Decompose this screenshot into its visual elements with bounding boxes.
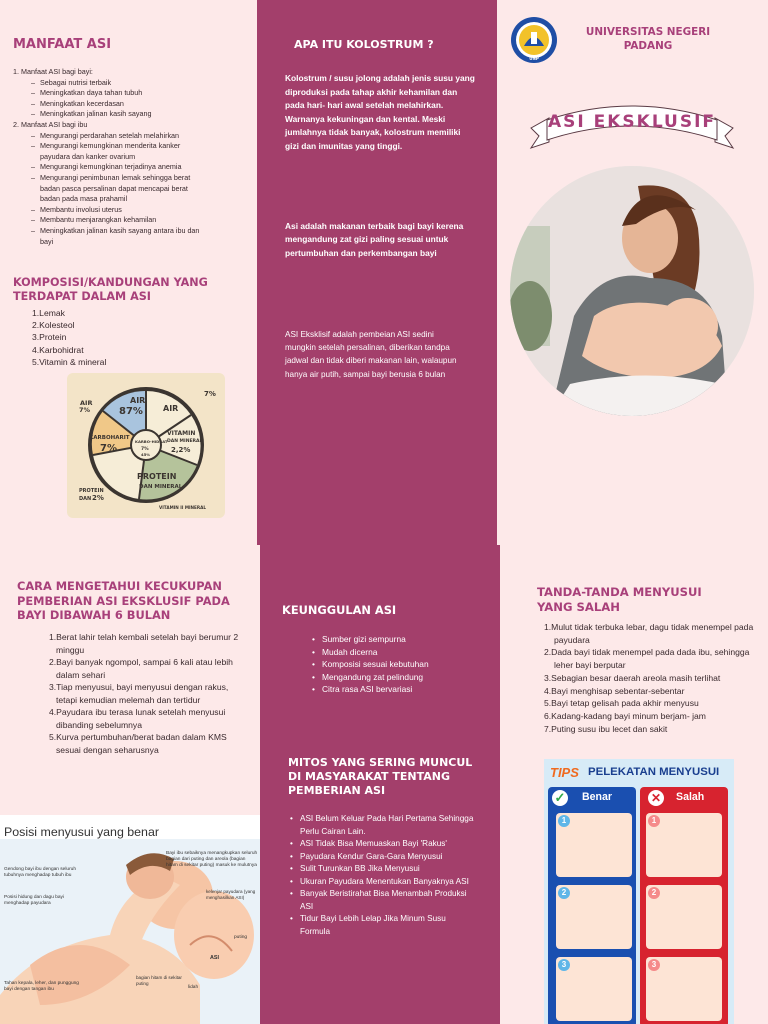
manfaat-group-2-items: [13, 131, 208, 248]
pie-footer-label: VITAMIN II MINERAL: [159, 505, 207, 510]
list-item: • Sulit Turunkan BB Jika Menyusui: [290, 863, 476, 876]
unp-logo: [510, 16, 558, 64]
pie-center-value-2: 45%: [141, 452, 151, 457]
asi-terbaik-paragraph: Asi adalah makanan terbaik bagi bayi kerena mengandung zat gizi paling sesuai untuk pertumbuhan dan perkembangan bayi: [285, 221, 464, 258]
manfaat-title: MANFAAT ASI: [13, 37, 112, 52]
komposisi-list: [32, 307, 106, 368]
pie-center-value: 7%: [141, 447, 149, 452]
kecukupan-panel: [0, 545, 260, 1024]
posisi-label-asi: ASI: [210, 955, 219, 961]
composition-pie-svg: [67, 373, 225, 518]
pie-value-air-left: 7%: [79, 406, 91, 414]
kecukupan-list: [49, 631, 244, 756]
pie-label-vitamin: VITAMIN: [167, 430, 196, 437]
list-item: 3.Tiap menyusui, bayi menyusui dengan rakus, tetapi kemudian melemah dan tertidur: [49, 682, 229, 705]
list-item: • Komposisi sesuai kebutuhan: [312, 658, 492, 671]
title-banner: [527, 96, 737, 156]
list-item: 2.Bayi banyak ngompol, sampai 6 kali atau lebih dalam sehari: [49, 657, 233, 680]
posisi-label-5: kelenjar payudara (yang menghasilkan ASI): [206, 889, 256, 900]
list-item: • ASI Belum Keluar Pada Hari Pertama Sehingga Perlu Cairan Lain.: [290, 813, 476, 838]
list-item: • Mudah dicerna: [312, 646, 492, 659]
benar-num-1: 1: [558, 815, 570, 827]
manfaat-panel: [0, 0, 257, 545]
pie-label-karbo: KARBOHARIT: [89, 435, 130, 441]
list-item: – Sebagai nutrisi terbaik: [40, 78, 243, 89]
tips-pelekatan-image: [544, 759, 734, 1024]
list-item: 3.Protein: [32, 332, 67, 343]
list-item: • ASI Tidak Bisa Memuaskan Bayi 'Rakus': [290, 838, 476, 851]
list-item: • Banyak Beristirahat Bisa Menambah Produksi ASI: [290, 888, 476, 913]
list-item: – Membantu involusi uterus: [40, 205, 208, 216]
mother-baby-photo: [510, 166, 754, 416]
list-item: 5.Vitamin & mineral: [32, 356, 107, 367]
list-item: – Mengurangi kemungkinan menderita kanker payudara dan kanker ovarium: [40, 141, 208, 162]
salah-column: [640, 787, 728, 1024]
benar-num-2: 2: [558, 887, 570, 899]
salah-num-1: 1: [648, 815, 660, 827]
list-item: 1.Mulut tidak terbuka lebar, dagu tidak menempel pada payudara: [544, 622, 754, 645]
list-item: • Ukuran Payudara Menentukan Banyaknya ASI: [290, 876, 476, 889]
list-item: • Mengandung zat pelindung: [312, 671, 492, 684]
list-item: • Tidur Bayi Lebih Lelap Jika Minum Susu Formula: [290, 913, 476, 938]
manfaat-group-1-items: [13, 78, 243, 120]
pie-label-protein: PROTEIN: [137, 472, 177, 481]
pie-label-protein-sub: DAN MINERAL: [139, 484, 183, 490]
list-item: – Mengurangi kemungkinan terjadinya anemia: [40, 162, 208, 173]
kolostrum-panel: [257, 0, 497, 545]
pie-label-protein-left: PROTEIN: [79, 488, 104, 494]
asi-eksklusif-paragraph: ASI Eksklisif adalah pembeian ASI sedini mungkin setelah persalinan, diberikan tandpa jadwal dan tidak diberi makanan lain, walaupun hanya air putih, sampai bayi berusia 6 bulan: [285, 330, 457, 379]
pie-label-vitamin-sub: DAN MINERAL: [167, 439, 203, 444]
cover-panel: [497, 0, 768, 545]
cross-icon: ✕: [648, 790, 664, 806]
list-item: 6.Kadang-kadang bayi minum berjam- jam: [544, 710, 706, 721]
list-item: – Meningkatkan jalinan kasih sayang: [40, 109, 243, 120]
university-name-line2: PADANG: [623, 40, 673, 52]
list-item: – Meningkatkan kecerdasan: [40, 99, 243, 110]
salah-label: Salah: [676, 791, 705, 803]
pie-value-air87: 87%: [119, 406, 143, 417]
kolostrum-paragraph: Kolostrum / susu jolong adalah jenis susu yang diproduksi pada tahap akhir kehamilan dan pada hari- hari awal setelah melahirkan. Warnanya kekuningan dan kental. Meski jumlahnya tidak banyak, kolostrum memiliki gizi dan imunitas yang tinggi.: [285, 73, 475, 151]
pie-value-protein-left: 2%: [92, 494, 104, 502]
pie-value-karbo: 7%: [100, 443, 117, 454]
salah-num-3: 3: [648, 959, 660, 971]
list-item: 5.Bayi tetap gelisah pada akhir menyusu: [544, 698, 699, 709]
composition-pie-image: [67, 373, 225, 518]
pie-label-air-left: AIR: [80, 399, 93, 407]
kolostrum-title: APA ITU KOLOSTRUM ?: [294, 38, 434, 51]
list-item: • Citra rasa ASI bervariasi: [312, 683, 492, 696]
posisi-label-areola: bagian hitam di sekitar puting: [136, 975, 182, 986]
list-item: 4.Payudara ibu terasa lunak setelah menyusui dibanding sebelumnya: [49, 707, 226, 730]
pie-value-vitamin: 2,2%: [171, 446, 191, 454]
list-item: 1.Berat lahir telah kembali setelah bayi berumur 2 minggu: [49, 632, 239, 655]
pie-label-air87: AIR: [130, 396, 146, 405]
keunggulan-panel: [260, 545, 500, 1024]
list-item: – Mengurangi perdarahan setelah melahirkan: [40, 131, 208, 142]
list-item: • Sumber gizi sempurna: [312, 633, 492, 646]
tanda-title: TANDA-TANDA MENYUSUI YANG SALAH: [537, 585, 702, 614]
check-icon: ✓: [552, 790, 568, 806]
posisi-label-lidah: lidah: [188, 985, 199, 990]
manfaat-group-1-head: 1. Manfaat ASI bagi bayi:: [13, 67, 93, 76]
list-item: 2.Kolesteol: [32, 320, 75, 331]
list-item: – Meningkatkan jalinan kasih sayang antara ibu dan bayi: [40, 226, 208, 247]
tips-header: [544, 763, 734, 785]
benar-column: [548, 787, 636, 1024]
list-item: • Payudara Kendur Gara-Gara Menyusui: [290, 851, 476, 864]
list-item: 3.Sebagian besar daerah areola masih terlihat: [544, 672, 721, 683]
pie-label-air-right: AIR: [163, 404, 179, 413]
posisi-label-3: Tahan kepala, leher, dan punggung bayi dengan tangan ibu: [4, 981, 79, 992]
tanda-list: [544, 621, 758, 735]
pie-center-label: KARBO-HIDRAT: [135, 439, 168, 444]
list-item: 7.Puting susu ibu lecet dan sakit: [544, 723, 668, 734]
logo-sub: UNP: [529, 56, 539, 61]
posisi-label-4: Bayi ibu sebaiknya menangkupkan seluruh bagian dari puting dan areola (bagian hitam di sekitar puting) masuk ke mulutnya: [166, 851, 258, 868]
banner-title: ASI EKSKLUSIF: [547, 112, 717, 132]
list-item: 4.Bayi menghisap sebentar-sebentar: [544, 685, 685, 696]
posisi-label-1: Gendong bayi ibu dengan seluruh tubuhnya menghadap tubuh ibu: [4, 867, 77, 878]
keunggulan-title: KEUNGGULAN ASI: [282, 603, 397, 617]
list-item: 2.Dada bayi tidak menempel pada dada ibu, sehingga leher bayi berputar: [544, 647, 750, 671]
list-item: – Meningkatkan daya tahan tubuh: [40, 88, 243, 99]
pie-value-air-right: 7%: [204, 390, 216, 398]
kecukupan-title: CARA MENGETAHUI KECUKUPAN PEMBERIAN ASI EKSKLUSIF PADA BAYI DIBAWAH 6 BULAN: [17, 579, 230, 622]
list-item: 4.Karbohidrat: [32, 344, 84, 355]
posisi-label-2: Posisi hidung dan dagu bayi menghadap payudara: [4, 895, 65, 906]
university-name-line1: UNIVERSITAS NEGERI: [585, 26, 711, 38]
list-item: – Membantu menjarangkan kehamilan: [40, 215, 208, 226]
list-item: 5.Kurva pertumbuhan/berat badan dalam KMS sesuai dengan seharusnya: [49, 732, 227, 755]
benar-num-3: 3: [558, 959, 570, 971]
benar-label: Benar: [582, 791, 613, 803]
mitos-list: [290, 813, 476, 938]
tips-title: PELEKATAN MENYUSUI: [588, 766, 720, 778]
keunggulan-list: [312, 633, 492, 696]
posisi-label-puting: puting: [234, 935, 248, 940]
list-item: – Mengurangi penimbunan lemak sehingga berat badan pasca persalinan dapat mencapai berat badan pada masa prahamil: [40, 173, 208, 205]
mitos-title: MITOS YANG SERING MUNCUL DI MASYARAKAT TENTANG PEMBERIAN ASI: [288, 756, 473, 797]
posisi-title: Posisi menyusui yang benar: [4, 825, 159, 839]
komposisi-title: KOMPOSISI/KANDUNGAN YANG TERDAPAT DALAM ASI: [13, 276, 208, 303]
salah-num-2: 2: [648, 887, 660, 899]
posisi-menyusui-image: [0, 815, 260, 1024]
manfaat-list: [13, 67, 243, 247]
pie-label-protein-left-sub: DAN: [79, 496, 92, 502]
tips-word: TIPS: [550, 765, 579, 780]
list-item: 1.Lemak: [32, 308, 65, 318]
tanda-panel: [500, 545, 768, 1024]
manfaat-group-2-head: 2. Manfaat ASI bagi ibu: [13, 119, 88, 129]
